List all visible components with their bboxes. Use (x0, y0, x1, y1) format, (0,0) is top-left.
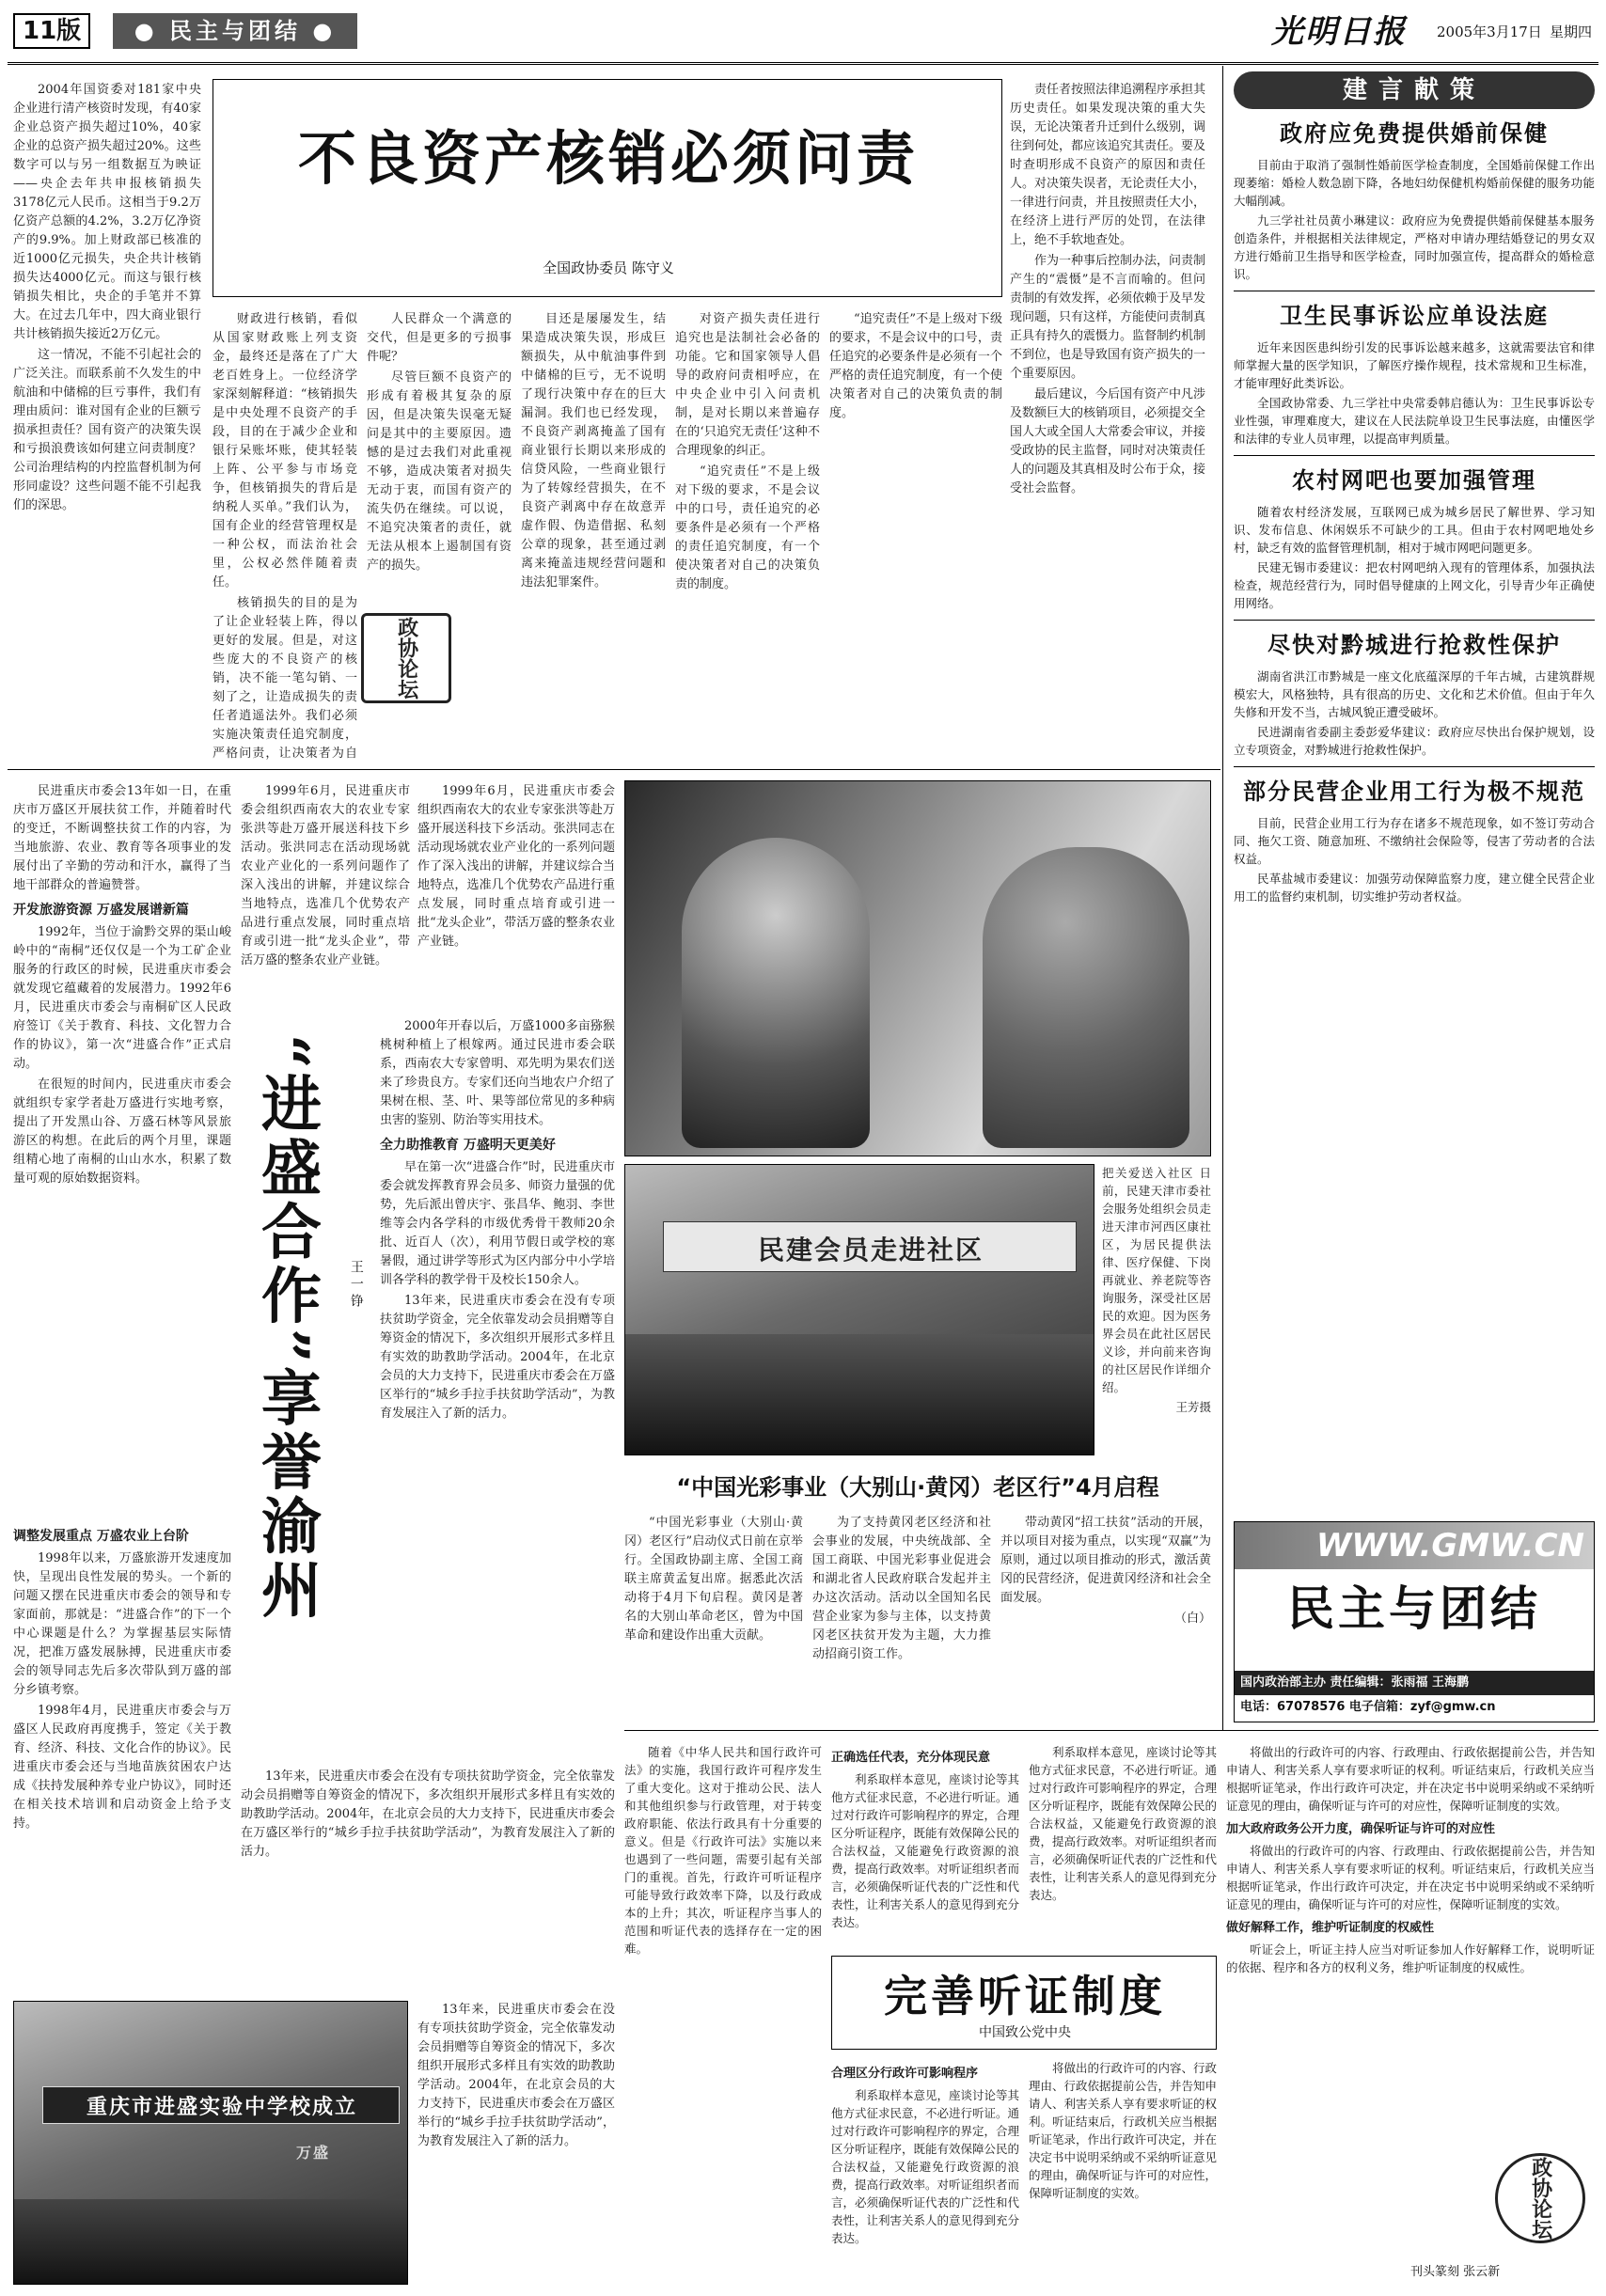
school-sign: 万盛 (296, 2144, 331, 2162)
paragraph: 利系取样本意见，座谈讨论等其他方式征求民意，不必进行听证。通过对行政许可影响程序的界定，合理区分听证程序，既能有效保障公民的合法权益，又能避免行政资源的浪费，提高行政效率。对听证组织者而言，必须确保听证代表的广泛性和代表性，让利害关系人的意见得到充分表达。 (1029, 1745, 1217, 1902)
issue-date: 2005年3月17日 (1437, 24, 1542, 40)
ad-site: WWW.GMW.CN (1235, 1522, 1594, 1569)
feature-col-4 (380, 1017, 615, 1798)
paragraph: 财政进行核销，看似从国家财政账上列支资金，最终还是落在了广大老百姓身上。一位经济学家深刻解释道：“核销损失是中央处理不良资产的手段，目的在于减少企业和银行呆账坏账，使其轻装上阵、公平参与市场竞争，但核销损失的背后是纳税人买单。”我们认为，国有企业的经营管理权是一种公权，而法治社会里，公权必然伴随着责任。 (213, 312, 357, 590)
hearing-byline: 中国致公党中央 (979, 2025, 1071, 2040)
elder-figure (682, 838, 870, 1148)
ad-line-1: 国内政治部主办 责任编辑：张雨福 王海鹏 (1235, 1671, 1594, 1695)
feature-title-text: “进盛合作”享誉渝州 (251, 1034, 322, 1623)
sidebar (1234, 71, 1595, 1510)
lead-title: 不良资产核销必须问责 (297, 124, 919, 193)
feature-col-2 (13, 1521, 231, 1841)
paragraph: 核销损失的目的是为了让企业轻装上阵，得以更好的发展。但是，对这些庞大的不良资产的核销，决不能一笔勾销、一刻了之，让造成损失的责任者逍遥法外。我们必须实施决策责任追究制度，严格问责，让决策者为自 (213, 596, 357, 761)
masthead-rule (8, 62, 1598, 65)
hearing-col-4 (831, 2059, 1019, 2288)
community-banner (663, 1221, 1077, 1272)
paragraph: 这一情况，不能不引起社会的广泛关注。而联系前不久发生的中航油和中储棉的巨亏事件，我们有理由质问：谁对国有企业的巨额亏损承担责任？国有资产的决策失误和亏损浪费该如何建立问责制度？公司治理结构的内控监督机制为何形同虚设？这些问题不能不引起我们的深思。 (13, 348, 201, 512)
feature-col-7 (417, 2001, 615, 2285)
paragraph: 1992年，当位于渝黔交界的渠山峻岭中的“南桐”还仅仅是一个为工矿企业服务的行政区的时候，民进重庆市委会就发现它蕴藏着的发展潜力。1992年6月，民进重庆市委会与南桐矿区人民政府签订《关于教育、科技、文化智力合作的协议》，第一次“进盛合作”正式启动。 (13, 925, 231, 1071)
hearing-col-5 (1029, 2059, 1217, 2288)
paragraph: 民建无锡市委建议：把农村网吧纳入现有的管理体系，加强执法检查，规范经营行为，同时倡导健康的上网文化，引导青少年正确使用网络。 (1234, 560, 1595, 610)
paragraph: 2004年国资委对181家中央企业进行清产核资时发现，有40家企业总资产损失超过10%，40家企业的总资产损失超过20%。这些数字可以与另一组数据互为映证——央企去年共申报核销损失3178亿元人民币。这相当于9.2万亿资产总额的4.2%，3.2万亿净资产的9.9%。加上财政部已核准的近1000亿元损失，央企共计核销损失达4000亿元。而这与银行核销损失相比，央企的手笔并不算大。在过去几年中，四大商业银行共计核销损失接近2万亿元。 (13, 83, 201, 341)
feature-col-3 (241, 782, 410, 1027)
lead-col-6 (1010, 81, 1205, 762)
paragraph: 13年来，民进重庆市委会在没有专项扶贫助学资金，完全依靠发动会员捐赠等自筹资金的情况下，多次组织开展形式多样且有实效的助教助学活动。2004年，在北京会员的大力支持下，民进重庆市委会在万盛区举行的“城乡手拉手扶贫助学活动”，为教育发展注入了新的活力。 (380, 1294, 615, 1421)
paragraph: 尽管巨额不良资产的形成有着极其复杂的原因，但是决策失误毫无疑问是其中的主要原因。遗憾的是过去我们对此重视不够，造成决策者对损失无动于衷，而国有资产的流失仍在继续。可以说，不追究决策者的责任，就无法从根本上遏制国有资产的损失。 (367, 370, 512, 573)
school-banner-text: 重庆市进盛实验中学校成立 (86, 2096, 357, 2119)
lead-col-4 (521, 310, 666, 762)
separator (1234, 620, 1595, 621)
hearing-col-3 (1029, 1743, 1217, 1950)
lead-byline: 全国政协委员 陈守义 (543, 259, 674, 276)
event-title: “中国光彩事业（大别山·黄冈）老区行”4月启程 (676, 1474, 1159, 1501)
paragraph: 责任者按照法律追溯程序承担其历史责任。如果发现决策的重大失误，无论决策者升迁到什么级别，调往到何处，都应该追究其责任。要及时查明形成不良资产的原因和责任人。对决策失误者，无论责任大小，一律进行问责，并且按照责任大小，在经济上进行严厉的处罚，在法律上，绝不手软地查处。 (1010, 83, 1205, 247)
page-number: 11版 (13, 13, 90, 49)
paragraph: 全国政协常委、九三学社中央常委韩启德认为：卫生民事诉讼专业性强，审理难度大，建议在人民法院单设卫生民事法庭，由懂医学和法律的专业人员审理，以提高审判质量。 (1234, 396, 1595, 446)
feature-subhead: 全力助推教育 万盛明天更美好 (380, 1138, 556, 1153)
paragraph: 1998年4月，民进重庆市委会与万盛区人民政府再度携手，签定《关于教育、经济、科技、文化合作的协议》。民进重庆市委会还与当地苗族贫困农户达成《扶持发展种养专业户协议》，同时还在相关技术培训和启动资金上给予支持。 (13, 1704, 231, 1831)
masthead (8, 4, 1598, 62)
sidebar-title-3: 农村网吧也要加强管理 (1292, 467, 1536, 494)
feature-col-6 (241, 1768, 615, 1993)
separator (1234, 766, 1595, 767)
elder-photo (624, 780, 1211, 1156)
event-bottom-rule (624, 1730, 1598, 1731)
paragraph: 在很短的时间内，民进重庆市委会就组织专家学者赴万盛进行实地考察，提出了开发黑山谷、万盛石林等风景旅游区的构想。在此后的两个月里，课题组精心地了南桐的山山水水，积累了数量可观的原始数据资料。 (13, 1077, 231, 1186)
hearing-stamp: 政协论坛 (1495, 2153, 1585, 2243)
paragraph: 2000年开春以后，万盛1000多亩猕猴桃树种植上了根嫁两。通过民进市委会联系，西南农大专家曾明、邓先明为果农们送来了珍贵良方。专家们还向当地农户介绍了果树在根、茎、叶、果等部位常见的多种病虫害的鉴别、防治等实用技术。 (380, 1019, 615, 1127)
paragraph: 将做出的行政许可的内容、行政理由、行政依据提前公告，并告知申请人、利害关系人享有要求听证的权利。听证结束后，行政机关应当根据听证笔录，作出行政许可决定，并在决定书中说明采纳或不采纳听证意见的理由，确保听证与许可的对应性，保障听证制度的实效。 (1226, 1844, 1595, 1911)
lead-bottom-rule (8, 769, 1220, 770)
paragraph: 民革盐城市委建议：加强劳动保障监察力度，建立健全民营企业用工的监督约束机制，切实维护劳动者权益。 (1234, 872, 1595, 904)
paragraph: 1998年以来，万盛旅游开发速度加快，呈现出良性发展的势头。一个新的问题又摆在民进重庆市委会的领导和专家面前，那就是：“进盛合作”的下一个中心课题是什么？为掌握基层实际情况，把准万盛发展脉搏，民进重庆市委会的领导同志先后多次带队到万盛的部分乡镇考察。 (13, 1551, 231, 1697)
lead-stamp: 政协论坛 (361, 613, 451, 703)
community-caption (1102, 1164, 1211, 1455)
paragraph: 对资产损失责任进行追究也是法制社会必备的功能。它和国家领导人倡导的政府问责相呼应，在中央企业中引入问责机制，是对长期以来普遍存在的‘只追究无责任’这种不合理现象的纠正。 (675, 312, 820, 458)
feature-byline: 王一铮 (348, 1260, 364, 1311)
sidebar-divider (1222, 66, 1223, 1730)
sidebar-title-4: 尽快对黔城进行抢救性保护 (1267, 632, 1561, 658)
community-photo (624, 1164, 1094, 1455)
paragraph: 将做出的行政许可的内容、行政理由、行政依据提前公告，并告知申请人、利害关系人享有要求听证的权利。听证结束后，行政机关应当根据听证笔录，作出行政许可决定，并在决定书中说明采纳或不采纳听证意见的理由，确保听证与许可的对应性，保障听证制度的实效。 (1029, 2061, 1217, 2200)
paragraph: 1999年6月，民进重庆市委会组织西南农大的农业专家张洪等赴万盛开展送科技下乡活动。张洪同志在活动现场就农业产业化的一系列问题作了深入浅出的讲解，并建议综合当地特点，选准几个优势农产品进行重点发展，同时重点培育或引进一批“龙头企业”，带活万盛的整条农业产业链。 (241, 784, 410, 967)
hearing-col-2 (831, 1743, 1019, 1950)
feature-subhead: 开发旅游资源 万盛发展谱新篇 (13, 903, 189, 918)
section-ad (1234, 1521, 1595, 1722)
hearing-subhead: 加大政府政务公开力度，确保听证与许可的对应性 (1226, 1822, 1496, 1836)
hearing-col-6 (1226, 1743, 1595, 2138)
hearing-title: 完善听证制度 (884, 1971, 1166, 2021)
event-col-2 (812, 1514, 991, 1721)
doctor-figure (983, 847, 1189, 1148)
hearing-subhead: 合理区分行政许可影响程序 (831, 2067, 979, 2081)
paragraph: 九三学社社员黄小琳建议：政府应为免费提供婚前保健基本服务创造条件，并根据相关法律规定，严格对申请办理结婚登记的男女双方进行婚前卫生指导和医学检查，同时加强宣传，提高群众的婚检意识。 (1234, 213, 1595, 281)
feature-title (239, 1034, 342, 1645)
paragraph: 13年来，民进重庆市委会在没有专项扶贫助学资金，完全依靠发动会员捐赠等自筹资金的情况下，多次组织开展形式多样且有实效的助教助学活动。2004年，在北京会员的大力支持下，民进重庆市委会在万盛区举行的“城乡手拉手扶贫助学活动”，为教育发展注入了新的活力。 (241, 1769, 615, 1859)
paragraph: 目前由于取消了强制性婚前医学检查制度，全国婚前保健工作出现萎缩：婚检人数急剧下降，各地妇幼保健机构婚前保健的服务功能大幅削减。 (1234, 158, 1595, 208)
paragraph: 利系取样本意见，座谈讨论等其他方式征求民意，不必进行听证。通过对行政许可影响程序的界定，合理区分听证程序，既能有效保障公民的合法权益，又能避免行政资源的浪费，提高行政效率。对听证组织者而言，必须确保听证代表的广泛性和代表性，让利害关系人的意见得到充分表达。 (831, 2088, 1019, 2245)
paragraph: 利系取样本意见，座谈讨论等其他方式征求民意，不必进行听证。通过对行政许可影响程序的界定，合理区分听证程序，既能有效保障公民的合法权益，又能避免行政资源的浪费，提高行政效率。对听证组织者而言，必须确保听证代表的广泛性和代表性，让利害关系人的意见得到充分表达。 (831, 1772, 1019, 1929)
paragraph: 听证会上，听证主持人应当对听证参加人作好解释工作，说明听证的依据、程序和各方的权利义务，维护听证制度的权威性。 (1226, 1942, 1595, 1974)
sidebar-header (1234, 71, 1595, 109)
caption-text: 把关爱送入社区 日前，民建天津市委社会服务处组织会员走进天津市河西区康社区，为居民提供法律、医疗保健、下岗再就业、养老院等咨询服务，深受社区居民的欢迎。因为医务界会员在此社区居民义诊，并向前来咨询的社区居民作详细介绍。 (1102, 1166, 1211, 1394)
ad-section: 民主与团结 (1287, 1580, 1541, 1636)
ad-line-2: 电话：67078576 电子信箱：zyf@gmw.cn (1240, 1700, 1496, 1714)
paragraph: 随着《中华人民共和国行政许可法》的实施，我国行政许可程序发生了重大变化。这对于推动公民、法人和其他组织参与行政管理，对于转变政府职能、依法行政具有十分重要的意义。但是《行政许可法》实施以来也遇到了一些问题，需要引起有关部门的重视。首先，行政许可听证程序可能导致行政效率下降，以及行政成本的上升；其次，听证程序当事人的范围和听证代表的选择存在一定的困难。 (624, 1745, 822, 1956)
hearing-subhead: 做好解释工作，维护听证制度的权威性 (1226, 1921, 1435, 1935)
paragraph: 带动黄冈“招工扶贫”活动的开展，并以项目对接为重点，以实现“双赢”为原则，通过以项目推动的形式，激活黄冈的民营经济，促进黄冈经济和社会全面发展。 (1000, 1516, 1211, 1605)
school-photo (13, 2001, 408, 2285)
hearing-credit: 刊头篆刻 张云新 (1410, 2265, 1501, 2279)
section-banner: ● 民主与团结 ● (113, 13, 357, 49)
community-banner-text: 民建会员走进社区 (757, 1234, 984, 1266)
paragraph: 13年来，民进重庆市委会在没有专项扶贫助学资金，完全依靠发动会员捐赠等自筹资金的情况下，多次组织开展形式多样且有实效的助教助学活动。2004年，在北京会员的大力支持下，民进重庆市委会在万盛区举行的“城乡手拉手扶贫助学活动”，为教育发展注入了新的活力。 (417, 2003, 615, 2148)
paragraph: 民进湖南省委副主委彭爱华建议：政府应尽快出台保护规划，设立专项资金，对黔城进行抢救性保护。 (1234, 725, 1595, 757)
hearing-subhead: 正确选任代表，充分体现民意 (831, 1751, 991, 1765)
separator (1234, 455, 1595, 456)
lead-col-5 (675, 310, 820, 762)
paragraph: 目还是屡屡发生，结果造成决策失误，形成巨额损失，从中航油事件到中储棉的巨亏，无不说明了现行决策中存在的巨大漏洞。我们也已经发现，不良资产剥离掩盖了国有商业银行长期以来形成的信贷风险，一些商业银行为了转嫁经营损失，在不良资产剥离中存在故意弄虚作假、伪造借据、私刻公章的现象，甚至通过剥离来掩盖违规经营问题和违法犯罪案件。 (521, 312, 666, 590)
lead-title-box (213, 79, 1002, 297)
feature-col-5 (417, 782, 615, 1008)
caption-credit: 王芳摄 (1175, 1400, 1211, 1414)
event-credit: （白） (1173, 1612, 1211, 1626)
feature-col-1 (13, 782, 231, 1516)
lead-col-2 (213, 310, 357, 762)
paragraph: 人民群众一个满意的交代，但是更多的亏损事件呢？ (367, 312, 512, 364)
issue-weekday: 星期四 (1550, 24, 1593, 40)
school-banner (42, 2086, 400, 2124)
paper-logo: 光明日报 (1271, 13, 1407, 51)
paragraph: “追究责任”不是上级对下级的要求，不是会议中的口号，责任追究的必要条件是必须有一个严格的责任追究制度，有一个使决策者对自己的决策负责的制度。 (675, 464, 820, 591)
hearing-col-1 (624, 1743, 822, 2288)
paragraph: 近年来因医患纠纷引发的民事诉讼越来越多，这就需要法官和律师掌握大量的医学知识，了解医疗操作规程，技术常规和卫生标准，才能审理好此类诉讼。 (1234, 340, 1595, 390)
event-col-1 (624, 1514, 803, 1721)
paragraph: “追究责任”不是上级对下级的要求，不是会议中的口号，责任追究的必要条件是必须有一个严格的责任追究制度，有一个使决策者对自己的决策负责的制度。 (829, 312, 1002, 420)
paragraph: 最后建议，今后国有资产中凡涉及数额巨大的核销项目，必须提交全国人大或全国人大常委会审议，并接受政协的民主监督，同时对决策责任人的问题及其真相及时公布于众，接受社会监督。 (1010, 387, 1205, 495)
paragraph: “中国光彩事业（大别山·黄冈）老区行”启动仪式日前在京举行。全国政协副主席、全国工商联主席黄孟复出席。据悉此次活动将于4月下旬启程。黄冈是著名的大别山革命老区，曾为中国革命和建设作出重大贡献。 (624, 1516, 803, 1643)
sidebar-title-1: 政府应免费提供婚前保健 (1280, 120, 1549, 147)
sidebar-title-2: 卫生民事诉讼应单设法庭 (1280, 303, 1549, 329)
feature-subhead: 调整发展重点 万盛农业上台阶 (13, 1529, 189, 1544)
hearing-title-box (831, 1956, 1217, 2050)
event-col-3 (1000, 1514, 1211, 1721)
sidebar-header-text: 建言献策 (1342, 76, 1486, 104)
paragraph: 作为一种事后控制办法，问责制产生的“震慑”是不言而喻的。但问责制的有效发挥，必须依赖于及早发现问题，只有这样，方能使问责制真正具有持久的震慑力。监督制约机制不到位，也是导致国有资产损失的一个重要原因。 (1010, 254, 1205, 381)
paragraph: 随着农村经济发展，互联网已成为城乡居民了解世界、学习知识、发布信息、休闲娱乐不可缺少的工具。但由于农村网吧地处乡村，缺乏有效的监督管理机制，相对于城市网吧问题更多。 (1234, 505, 1595, 555)
paragraph: 湖南省洪江市黔城是一座文化底蕴深厚的千年古城，古建筑群规模宏大，风格独特，具有很高的历史、文化和艺术价值。但由于年久失修和开发不当，古城风貌正遭受破坏。 (1234, 669, 1595, 719)
paragraph: 民进重庆市委会13年如一日，在重庆市万盛区开展扶贫工作，并随着时代的变迁，不断调整扶贫工作的内容，为当地旅游、农业、教育等各项事业的发展付出了辛勤的劳动和汗水，赢得了当地干部群众的普遍赞誉。 (13, 784, 231, 892)
community-crowd (625, 1334, 1094, 1455)
crowd (14, 2199, 408, 2285)
paragraph: 早在第一次“进盛合作”时，民进重庆市委会就发挥教育界会员多、师资力量强的优势，先后派出曾庆宇、张昌华、鲍羽、李世维等会内各学科的市级优秀骨干教师20余批、近百人（次），利用节假日或学校的寒暑假，通过讲学等形式为区内部分中小学培训各学科的教学骨干及校长150余人。 (380, 1160, 615, 1287)
lead-col-6b (829, 310, 1002, 762)
paragraph: 将做出的行政许可的内容、行政理由、行政依据提前公告，并告知申请人、利害关系人享有要求听证的权利。听证结束后，行政机关应当根据听证笔录，作出行政许可决定，并在决定书中说明采纳或不采纳听证意见的理由，确保听证与许可的对应性，保障听证制度的实效。 (1226, 1745, 1595, 1813)
paragraph: 为了支持黄冈老区经济和社会事业的发展，中央统战部、全国工商联、中国光彩事业促进会和湖北省人民政府联合发起并主办这次活动。活动以全国知名民营企业家为参与主体，以支持黄冈老区扶贫开发为主题，大力推动招商引资工作。 (812, 1516, 991, 1661)
lead-col-1 (13, 81, 201, 762)
sidebar-title-5: 部分民营企业用工行为极不规范 (1243, 778, 1585, 805)
paragraph: 1999年6月，民进重庆市委会组织西南农大的农业专家张洪等赴万盛开展送科技下乡活动。张洪同志在活动现场就农业产业化的一系列问题作了深入浅出的讲解，并建议综合当地特点，选准几个优势农产品进行重点发展，同时重点培育或引进一批“龙头企业”，带活万盛的整条农业产业链。 (417, 784, 615, 949)
paragraph: 目前，民营企业用工行为存在诸多不规范现象，如不签订劳动合同、拖欠工资、随意加班、不缴纳社会保险等，侵害了劳动者的合法权益。 (1234, 816, 1595, 866)
